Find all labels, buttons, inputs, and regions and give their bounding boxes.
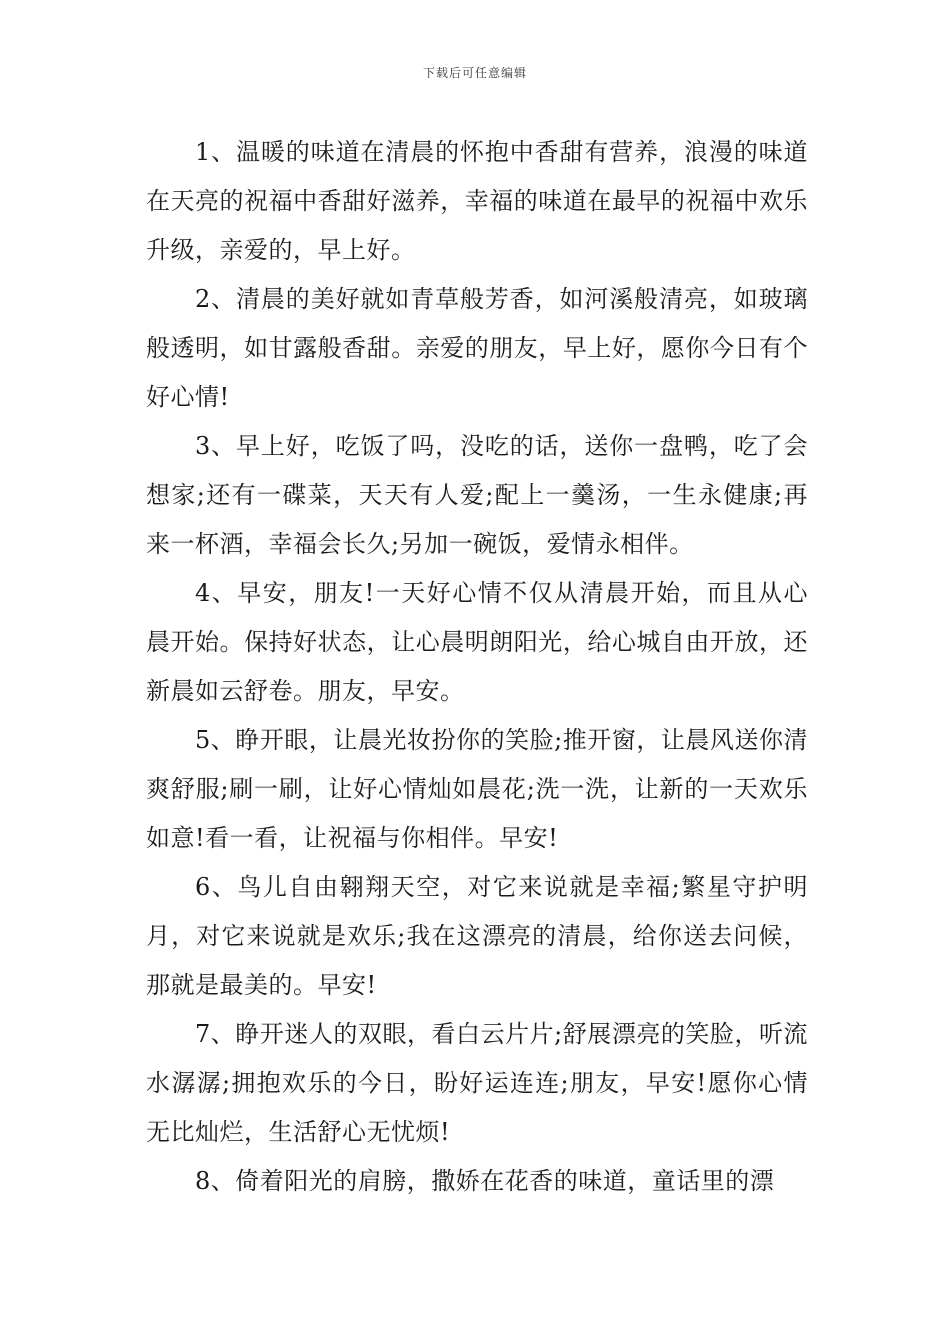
header-note: 下载后可任意编辑 (422, 66, 527, 80)
paragraph-5: 5、睁开眼，让晨光妆扮你的笑脸;推开窗，让晨风送你清爽舒服;刷一刷，让好心情灿如晨花;洗一洗，让新的一天欢乐如意!看一看，让祝福与你相伴。早安! (146, 726, 808, 852)
paragraph-4: 4、早安，朋友!一天好心情不仅从清晨开始，而且从心晨开始。保持好状态，让心晨明朗阳光，给心城自由开放，还新晨如云舒卷。朋友，早安。 (146, 579, 808, 705)
paragraph-2: 2、清晨的美好就如青草般芳香，如河溪般清亮，如玻璃般透明，如甘露般香甜。亲爱的朋友，早上好，愿你今日有个好心情! (146, 285, 808, 411)
paragraph-3: 3、早上好，吃饭了吗，没吃的话，送你一盘鸭，吃了会想家;还有一碟菜，天天有人爱;配上一羹汤，一生永健康;再来一杯酒，幸福会长久;另加一碗饭，爱情永相伴。 (146, 432, 808, 558)
paragraph-6: 6、鸟儿自由翱翔天空，对它来说就是幸福;繁星守护明月，对它来说就是欢乐;我在这漂亮的清晨，给你送去问候，那就是最美的。早安! (146, 873, 808, 999)
paragraph-8: 8、倚着阳光的肩膀，撒娇在花香的味道，童话里的漂 (195, 1167, 775, 1195)
paragraph-1: 1、温暖的味道在清晨的怀抱中香甜有营养，浪漫的味道在天亮的祝福中香甜好滋养，幸福的味道在最早的祝福中欢乐升级，亲爱的，早上好。 (146, 138, 808, 264)
document-body (146, 128, 808, 1206)
paragraph-7: 7、睁开迷人的双眼，看白云片片;舒展漂亮的笑脸，听流水潺潺;拥抱欢乐的今日，盼好运连连;朋友，早安!愿你心情无比灿烂，生活舒心无忧烦! (146, 1020, 808, 1146)
